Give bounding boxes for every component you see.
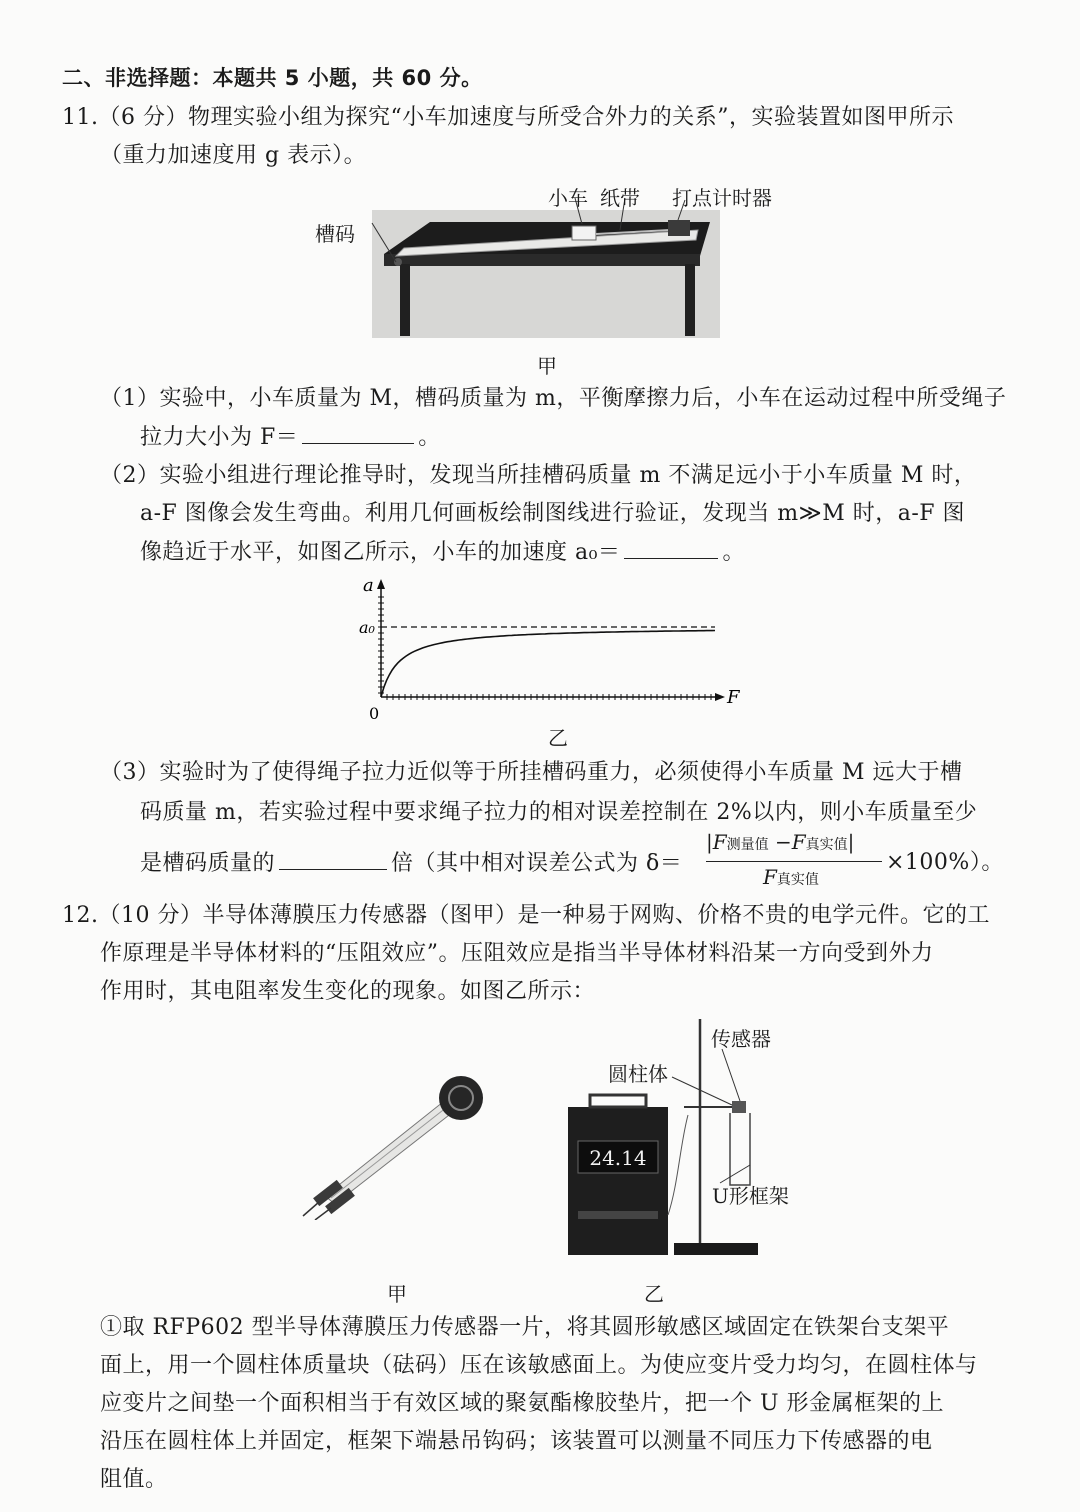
y-axis-arrow [377, 579, 385, 589]
origin-label: 0 [369, 704, 380, 723]
label-tape: 纸带 [600, 186, 640, 210]
table-leg-right [685, 264, 695, 336]
meter-wire [668, 1115, 688, 1215]
label-timer: 打点计时器 [672, 186, 772, 210]
part2-prefix: 像趋近于水平，如图乙所示，小车的加速度 a₀＝ [140, 540, 621, 565]
figure-caption-jia-1: 甲 [537, 354, 557, 378]
q12-step1-line3: 应变片之间垫一个面积相当于有效区域的聚氨酯橡胶垫片，把一个 U 形金属框架的上 [100, 1391, 945, 1416]
label-car: 小车 [548, 186, 588, 210]
part2-suffix: 。 [722, 540, 745, 565]
meter-reading: 24.14 [589, 1146, 647, 1170]
part3-prefix: 是槽码质量的 [140, 851, 276, 876]
q12-stem-line1: 12.（10 分）半导体薄膜压力传感器（图甲）是一种易于网购、价格不贵的电学元件。它的工 [62, 903, 990, 928]
y-axis-label: a [363, 575, 374, 596]
stand-base [674, 1243, 758, 1255]
q12-step1-line1: ①取 RFP602 型半导体薄膜压力传感器一片，将其圆形敏感区域固定在铁架台支架平 [100, 1315, 950, 1340]
x-axis-arrow [715, 693, 725, 701]
answer-blank-force[interactable] [302, 421, 414, 444]
film-sensor-figure [295, 1070, 505, 1220]
q12-step1-line2: 面上，用一个圆柱体质量块（砝码）压在该敏感面上。为使应变片受力均匀，在圆柱体与 [100, 1353, 978, 1378]
q11-part3-line1: （3）实验时为了使得绳子拉力近似等于所挂槽码重力，必须使得小车质量 M 远大于槽 [100, 760, 963, 785]
meter-handle [590, 1095, 646, 1107]
q12-stem-line3: 作用时，其电阻率发生变化的现象。如图乙所示： [100, 979, 596, 1004]
sensor-trace [331, 1107, 447, 1198]
q11-part2-line2: a-F 图像会发生弯曲。利用几何画板绘制图线进行验证，发现当 m≫M 时，a-F 图 [140, 501, 966, 526]
q11-part2-line1: （2）实验小组进行理论推导时，发现当所挂槽码质量 m 不满足远小于小车质量 M 时， [100, 463, 977, 488]
acceleration-curve [381, 631, 715, 698]
q11-part2-line3 [140, 536, 745, 569]
a0-tick-label: a₀ [359, 618, 375, 637]
formula-tail: ×100%）。 [886, 850, 1004, 875]
label-weight: 槽码 [315, 222, 355, 246]
figure-caption-yi-1: 乙 [548, 726, 568, 750]
sensor-pointer [722, 1049, 740, 1101]
answer-blank-a0[interactable] [624, 536, 718, 559]
q12-stem-line2: 作原理是半导体材料的“压阻效应”。压阻效应是指当半导体材料沿某一方向受到外力 [100, 941, 934, 966]
figure-caption-jia-2: 甲 [387, 1282, 407, 1306]
a-f-graph [355, 575, 745, 725]
cart [572, 226, 596, 240]
lead-1 [303, 1202, 319, 1216]
figure-caption-yi-2: 乙 [644, 1282, 664, 1306]
u-frame [730, 1113, 750, 1185]
cylinder-pointer [672, 1077, 732, 1105]
part1-prefix: 拉力大小为 F＝ [140, 425, 299, 450]
formula-denominator: F真实值 [763, 865, 819, 889]
table-edge [384, 254, 700, 266]
q11-part1-line1: （1）实验中，小车质量为 M，槽码质量为 m，平衡摩擦力后，小车在运动过程中所受绳子 [100, 386, 1007, 411]
q11-part1-line2 [140, 421, 441, 454]
label-u-frame: U形框架 [712, 1184, 789, 1208]
sensor-pad [439, 1076, 483, 1120]
formula-fraction-bar [706, 861, 882, 862]
part3-mid: 倍（其中相对误差公式为 δ＝ [391, 851, 683, 876]
q11-stem-line1: 11.（6 分）物理实验小组为探究“小车加速度与所受合外力的关系”，实验装置如图甲所示 [62, 105, 954, 130]
table-leg-left [400, 264, 410, 336]
q12-step1-line5: 阻值。 [100, 1467, 168, 1492]
cart-apparatus-figure [300, 178, 730, 343]
timer [668, 220, 690, 236]
answer-blank-ratio[interactable] [279, 847, 387, 870]
q11-stem-line2: （重力加速度用 g 表示）。 [100, 143, 367, 168]
cylinder-block [732, 1101, 746, 1113]
meter-controls [578, 1211, 658, 1219]
lead-2 [315, 1208, 331, 1220]
q11-part3-line3 [140, 847, 682, 880]
x-axis-label: F [727, 687, 740, 708]
q11-part3-line2: 码质量 m，若实验过程中要求绳子拉力的相对误差控制在 2%以内，则小车质量至少 [140, 800, 978, 825]
part1-suffix: 。 [418, 425, 441, 450]
q12-step1-line4: 沿压在圆柱体上并固定，框架下端悬吊钩码；该装置可以测量不同压力下传感器的电 [100, 1429, 933, 1454]
section-title: 二、非选择题：本题共 5 小题，共 60 分。 [62, 66, 483, 90]
formula-numerator: |F测量值 −F真实值| [706, 830, 855, 854]
pulley [394, 258, 402, 266]
meter-body [568, 1107, 668, 1255]
label-cylinder: 圆柱体 [608, 1062, 668, 1086]
label-sensor: 传感器 [711, 1027, 771, 1051]
